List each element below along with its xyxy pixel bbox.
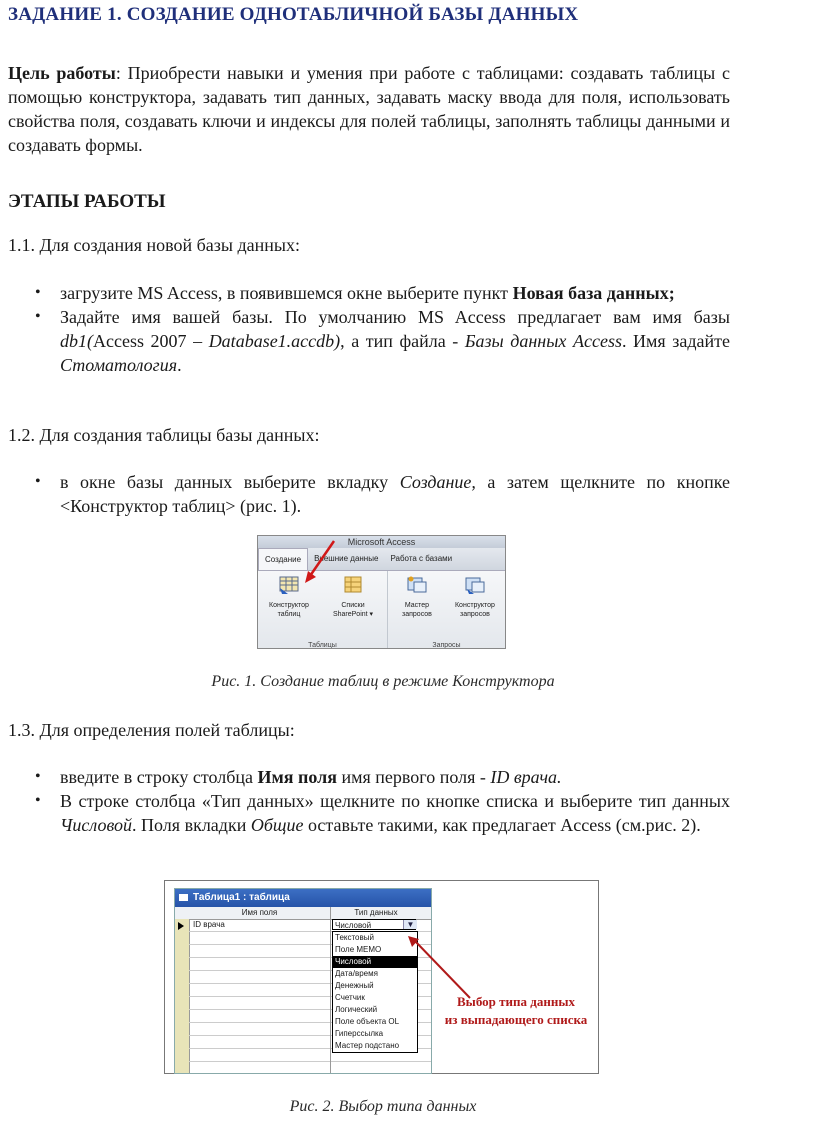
annotation-note (431, 993, 601, 1029)
goal-text: : Приобрести навыки и умения при работе с таблицами: создавать таблицы с помощью конструктора, задавать тип данных, задавать маску ввода для поля, использовать свойства поля, создавать ключи и индексы для полей таблицы, заполнять таблицы данными и создавать формы. (8, 63, 730, 155)
bullet-italic: Общие (250, 815, 304, 835)
step-2-heading: 1.2. Для создания таблицы базы данных: (8, 425, 320, 445)
annotation-line: Выбор типа данных (457, 994, 575, 1009)
bullet-italic: ID врача. (490, 767, 562, 787)
chevron-down-icon[interactable]: ▼ (403, 920, 417, 929)
dropdown-option[interactable]: Счетчик (335, 993, 365, 1002)
list-item (8, 470, 730, 518)
list-item (8, 281, 730, 305)
ribbon-tabs (258, 548, 505, 571)
group-label-tables: Таблицы (308, 642, 337, 649)
figure-2-caption: Рис. 2. Выбор типа данных (289, 1098, 477, 1115)
tab-external-data[interactable]: Внешние данные (314, 554, 379, 563)
table-window-title: Таблица1 : таблица (193, 892, 290, 903)
bullet-text: оставьте такими, как предлагает Access (см.рис. 2). (303, 815, 701, 835)
step-3-heading: 1.3. Для определения полей таблицы: (8, 720, 295, 740)
bullet-italic: db1( (60, 331, 93, 351)
column-separator (330, 907, 331, 1073)
ribbon-groups (258, 571, 505, 649)
column-data-type: Тип данных (354, 908, 398, 917)
bullet-text: . Имя задайте (621, 331, 731, 351)
goal-label: Цель работы (8, 63, 116, 83)
query-designer-icon (464, 575, 486, 595)
tab-database-tools[interactable]: Работа с базами (390, 554, 453, 563)
bullet-text: загрузите MS Access, в появившемся окне выберите пункт (60, 283, 513, 303)
tab-create[interactable]: Создание (258, 548, 308, 570)
field-name-cell[interactable]: ID врача (193, 920, 225, 929)
bullet-text: в окне базы данных выберите вкладку (60, 472, 400, 492)
step-1-heading: 1.1. Для создания новой базы данных: (8, 235, 301, 255)
bullet-italic: Числовой (60, 815, 133, 835)
table-design-figure (164, 880, 599, 1074)
button-label: таблиц (277, 611, 301, 618)
bullet-text: В строке столбца «Тип данных» щелкните по кнопке списка и выберите тип данных (60, 791, 730, 811)
table-designer-icon (278, 575, 300, 595)
figure-1-caption: Рис. 1. Создание таблиц в режиме Конструктора (211, 673, 555, 690)
page-title: ЗАДАНИЕ 1. СОЗДАНИЕ ОДНОТАБЛИЧНОЙ БАЗЫ ДАННЫХ (8, 4, 579, 25)
dropdown-option[interactable]: Дата/время (335, 969, 378, 978)
bullet-text: а затем щелкните по кнопке <Конструктор таблиц> (рис. 1). (60, 472, 730, 516)
data-type-combo[interactable]: Числовой (332, 919, 416, 930)
bullet-text: Access 2007 – (93, 331, 209, 351)
step-3-list (8, 765, 730, 837)
button-label: запросов (460, 611, 490, 618)
button-label: Конструктор (454, 602, 495, 609)
bullet-text: имя первого поля - (336, 767, 491, 787)
bullet-bold: Имя поля (257, 767, 337, 787)
button-label: Мастер (404, 602, 430, 609)
dropdown-option[interactable]: Логический (335, 1005, 378, 1014)
dropdown-option-selected[interactable]: Числовой (333, 956, 417, 968)
query-wizard-icon (406, 575, 428, 595)
bullet-italic: Базы данных Access (464, 331, 622, 351)
bullet-text: введите в строку столбца (60, 767, 258, 787)
dropdown-option[interactable]: Гиперссылка (335, 1029, 384, 1038)
button-label: Списки (341, 602, 365, 609)
list-item (8, 305, 730, 377)
table-window-titlebar (175, 889, 431, 907)
dropdown-option[interactable]: Поле MEMO (335, 945, 382, 954)
table-design-window (174, 888, 432, 1074)
bullet-italic: Стоматология (60, 355, 178, 375)
button-label: запросов (402, 611, 432, 618)
step-2-list (8, 470, 730, 518)
step-1-list (8, 281, 730, 377)
bullet-text: Задайте имя вашей базы. По умолчанию MS Access предлагает вам имя базы (60, 307, 730, 327)
button-label: SharePoint ▾ (332, 611, 374, 618)
bullet-text: . Поля вкладки (132, 815, 251, 835)
annotation-line: из выпадающего списка (444, 1012, 588, 1027)
bullet-text: . (177, 355, 182, 375)
bullet-text: , а тип файла - (340, 331, 465, 351)
pointer-arrow-icon (300, 538, 340, 588)
group-queries (388, 571, 505, 649)
ribbon-window-title: Microsoft Access (258, 536, 505, 548)
list-item (8, 765, 730, 789)
dropdown-option[interactable]: Текстовый (335, 933, 374, 942)
button-label: Конструктор (269, 602, 309, 609)
dropdown-option[interactable]: Мастер подстано (335, 1041, 400, 1050)
bullet-bold: Новая база данных; (512, 283, 675, 303)
query-designer-button[interactable] (450, 575, 500, 619)
dropdown-option[interactable]: Денежный (335, 981, 374, 990)
group-label-queries: Запросы (432, 642, 461, 649)
query-wizard-button[interactable] (392, 575, 442, 619)
stages-heading: ЭТАПЫ РАБОТЫ (8, 191, 166, 212)
current-row-icon (178, 922, 184, 930)
table-icon (179, 894, 188, 901)
bullet-italic: Создание, (399, 472, 476, 492)
bullet-italic: Database1.accdb) (208, 331, 341, 351)
goal-paragraph (8, 61, 730, 157)
row-selector-column (175, 919, 190, 1073)
column-field-name: Имя поля (241, 908, 278, 917)
list-item (8, 789, 730, 837)
sharepoint-list-icon (342, 575, 364, 595)
ribbon-figure (257, 535, 506, 649)
dropdown-option[interactable]: Поле объекта OL (335, 1017, 400, 1026)
